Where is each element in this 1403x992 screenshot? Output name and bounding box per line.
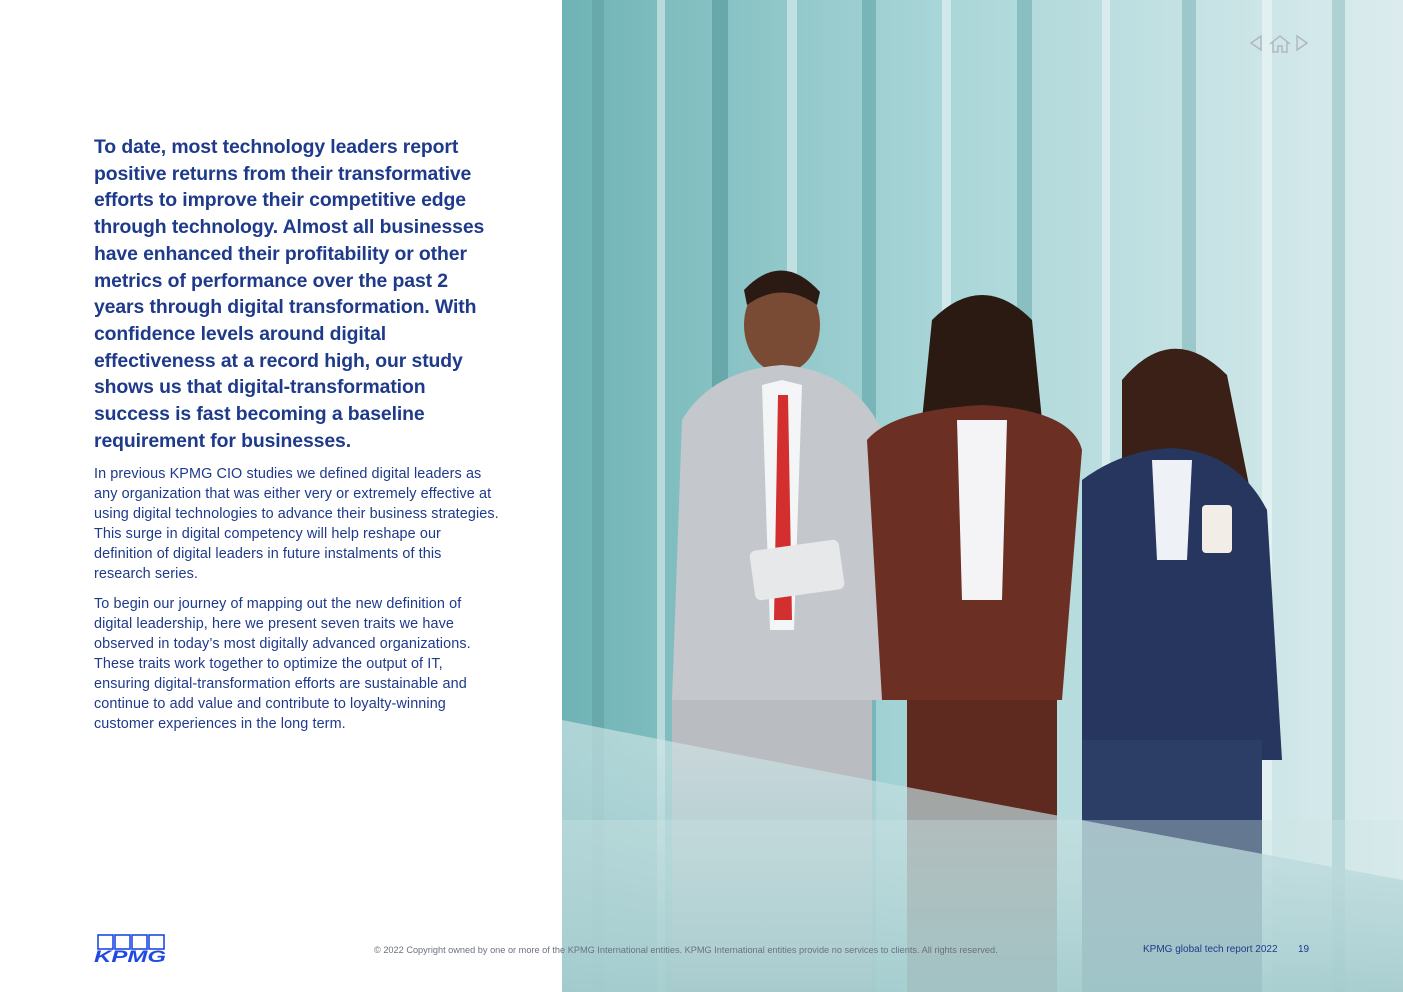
page-number: 19 xyxy=(1298,944,1310,955)
report-title: KPMG global tech report 2022 xyxy=(1143,944,1278,955)
logo-wordmark: KPMG xyxy=(94,947,166,964)
body-paragraph-1: In previous KPMG CIO studies we defined digital leaders as any organization that was either very or extremely effective at using digital technologies to advance their business strategies. This surge in digital competency will help reshape our definition of digital leaders in future instalments of this research series. xyxy=(94,466,499,583)
hero-photo xyxy=(562,0,1403,992)
triangle-left-icon xyxy=(1248,34,1264,52)
next-page-icon[interactable] xyxy=(1294,34,1310,57)
kpmg-logo-mark xyxy=(94,934,168,964)
home-icon[interactable] xyxy=(1268,34,1292,59)
previous-page-icon[interactable] xyxy=(1248,34,1264,57)
page-navigation xyxy=(1248,34,1310,54)
house-icon xyxy=(1268,34,1292,54)
kpmg-logo xyxy=(94,934,168,964)
triangle-right-icon xyxy=(1294,34,1310,52)
copyright-notice: © 2022 Copyright owned by one or more of the KPMG International entities. KPMG International entities provide no services to clients. All rights reserved. xyxy=(374,945,998,955)
photo-illustration xyxy=(562,0,1403,992)
text-column xyxy=(94,134,499,734)
lead-paragraph: To date, most technology leaders report positive returns from their transformative efforts to improve their competitive edge through technology. Almost all businesses have enhanced their profitability or other metrics of performance over the past 2 years through digital transformation. With confidence levels around digital effectiveness at a record high, our study shows us that digital-transformation success is fast becoming a baseline requirement for businesses. xyxy=(94,136,485,452)
body-paragraph-2: To begin our journey of mapping out the new definition of digital leadership, here we present seven traits we have observed in today’s most digitally advanced organizations. These traits work together to optimize the output of IT, ensuring digital-transformation efforts are sustainable and continue to add value and contribute to loyalty-winning customer experiences in the long term. xyxy=(94,596,471,733)
